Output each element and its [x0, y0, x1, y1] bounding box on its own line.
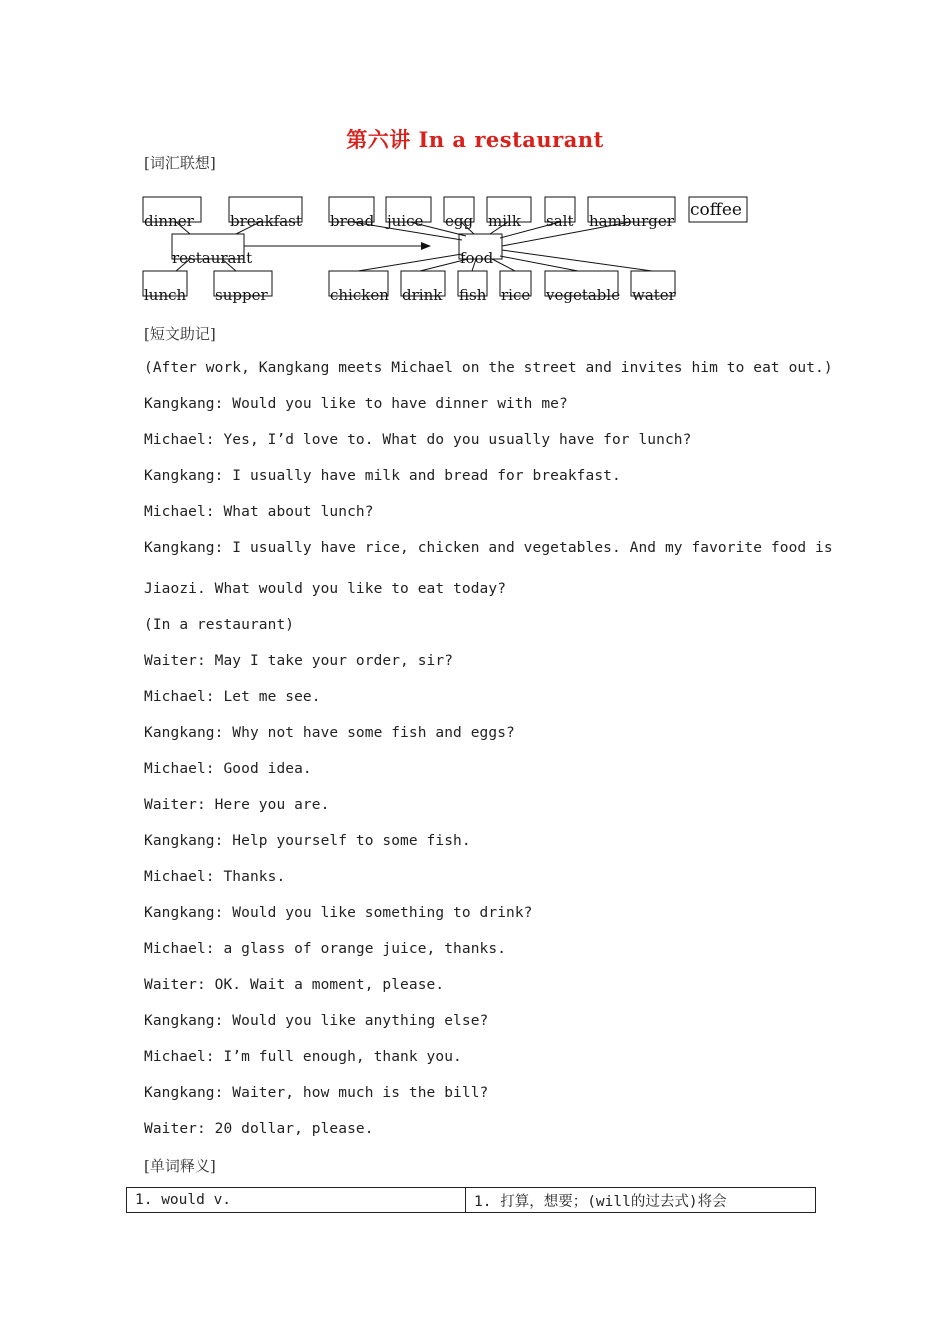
diagram-word-lunch: lunch — [144, 286, 187, 304]
section-word-meaning: [单词释义] — [144, 1157, 216, 1175]
dialogue-line: (In a restaurant) — [144, 617, 295, 633]
diagram-word-fish: fish — [459, 286, 487, 304]
dialogue-line: Kangkang: Help yourself to some fish. — [144, 833, 471, 849]
diagram-word-hamburger: hamburger — [589, 212, 674, 230]
vocabulary-table — [126, 1187, 816, 1213]
dialogue-line: Michael: Good idea. — [144, 761, 312, 777]
dialogue-line: Waiter: OK. Wait a moment, please. — [144, 977, 445, 993]
diagram-word-breakfast: breakfast — [230, 212, 302, 230]
dialogue-line: Waiter: May I take your order, sir? — [144, 653, 454, 669]
diagram-word-egg: egg — [445, 212, 474, 230]
dialogue-line: Kangkang: Would you like to have dinner with me? — [144, 396, 568, 412]
diagram-word-juice: juice — [387, 212, 424, 230]
dialogue-line: Kangkang: Would you like something to drink? — [144, 905, 533, 921]
dialogue-line: Michael: Let me see. — [144, 689, 321, 705]
vocabulary-diagram — [0, 0, 950, 320]
diagram-word-milk: milk — [488, 212, 521, 230]
diagram-word-bread: bread — [330, 212, 375, 230]
page-title: 第六讲 In a restaurant — [346, 127, 604, 152]
dialogue-line: Michael: a glass of orange juice, thanks. — [144, 941, 507, 957]
dialogue-line: Michael: I’m full enough, thank you. — [144, 1049, 462, 1065]
diagram-word-water: water — [632, 286, 676, 304]
diagram-word-salt: salt — [546, 212, 574, 230]
diagram-word-restaurant: restaurant — [172, 249, 253, 267]
section-vocab-association: [词汇联想] — [144, 154, 216, 172]
vocab-meaning-cell: 1. 打算，想要；(will的过去式)将会 — [466, 1188, 816, 1213]
dialogue-line: Michael: What about lunch? — [144, 504, 374, 520]
diagram-word-dinner: dinner — [144, 212, 194, 230]
dialogue-line: Kangkang: Waiter, how much is the bill? — [144, 1085, 489, 1101]
dialogue-line: Jiaozi. What would you like to eat today? — [144, 581, 507, 597]
dialogue-line: Waiter: Here you are. — [144, 797, 330, 813]
dialogue-line: Kangkang: Would you like anything else? — [144, 1013, 489, 1029]
diagram-word-food: food — [460, 249, 494, 267]
dialogue-line: Kangkang: I usually have rice, chicken and vegetables. And my favorite food is — [144, 540, 833, 556]
diagram-word-drink: drink — [402, 286, 443, 304]
vocab-word-cell: 1. would v. — [127, 1188, 466, 1213]
dialogue-line: Michael: Yes, I’d love to. What do you usually have for lunch? — [144, 432, 692, 448]
dialogue-line: Michael: Thanks. — [144, 869, 286, 885]
section-dialogue: [短文助记] — [144, 325, 216, 343]
diagram-word-rice: rice — [501, 286, 531, 304]
dialogue-line: Kangkang: I usually have milk and bread for breakfast. — [144, 468, 621, 484]
dialogue-line: Waiter: 20 dollar, please. — [144, 1121, 374, 1137]
dialogue-line: Kangkang: Why not have some fish and eggs? — [144, 725, 515, 741]
dialogue-line: (After work, Kangkang meets Michael on the street and invites him to eat out.) — [144, 360, 833, 376]
diagram-word-coffee: coffee — [690, 200, 742, 220]
table-row — [127, 1188, 816, 1213]
diagram-word-chicken: chicken — [330, 286, 389, 304]
diagram-word-vegetable: vegetable — [546, 286, 621, 304]
diagram-word-supper: supper — [215, 286, 268, 304]
